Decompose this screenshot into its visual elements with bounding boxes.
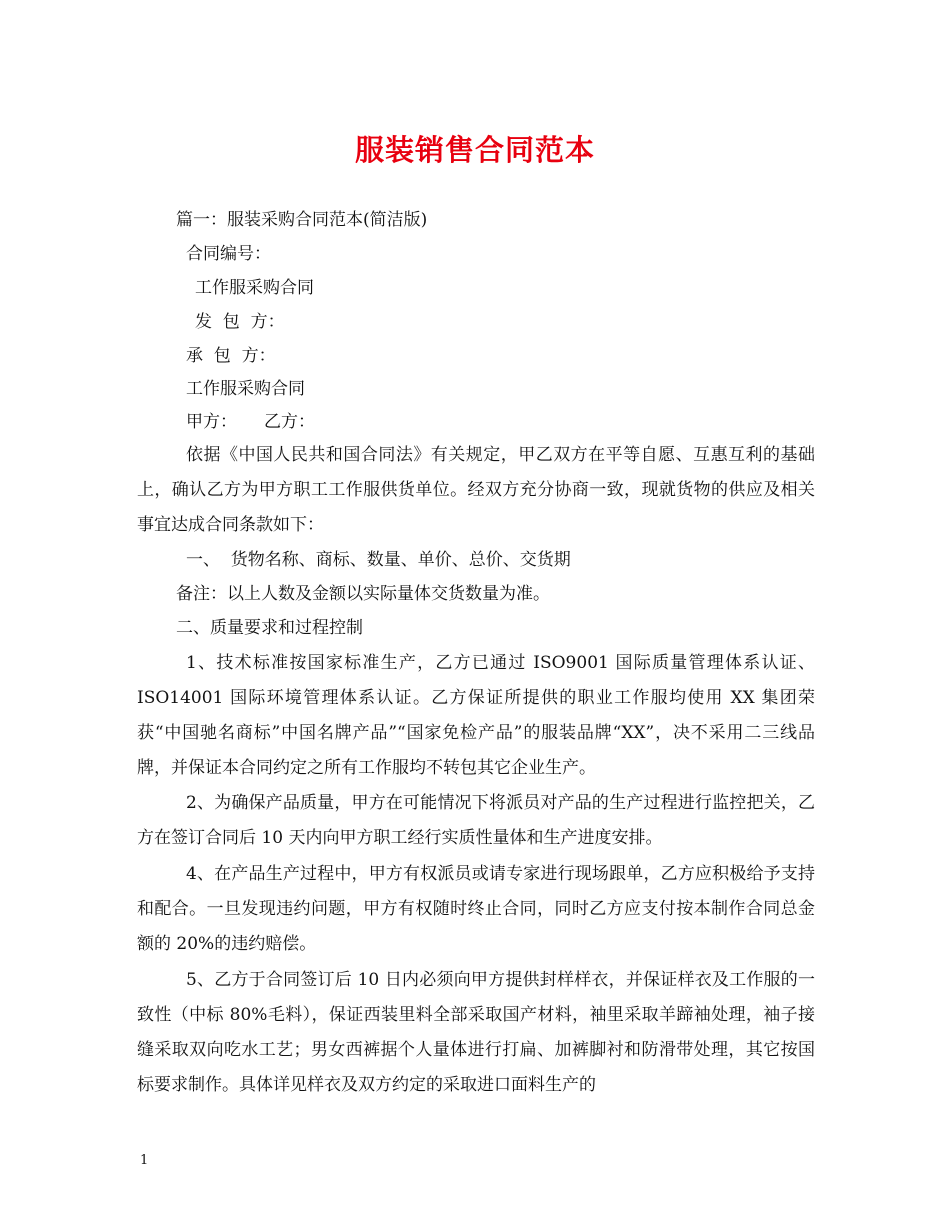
contract-name: 工作服采购合同 [195, 278, 314, 298]
note-text: 备注：以上人数及金额以实际量体交货数量为准。 [176, 584, 550, 604]
parties-label: 甲方： 乙方： [186, 412, 316, 432]
document-title: 服装销售合同范本 [354, 133, 595, 167]
contract-number-label: 合同编号： [186, 244, 271, 264]
clause-item-4: 4、在产品生产过程中，甲方有权派员或请专家进行现场跟单，乙方应积极给予支持和配合。一旦发现违约问题，甲方有权随时终止合同，同时乙方应支付按本制作合同总金额的 20%的违约赔偿。 [137, 864, 815, 954]
issuer-label: 发 包 方： [195, 312, 285, 332]
clause-heading-1: 一、 货物名称、商标、数量、单价、总价、交货期 [186, 550, 571, 570]
clause-item-2: 2、为确保产品质量，甲方在可能情况下将派员对产品的生产过程进行监控把关，乙方在签订合同后 10 天内向甲方职工经行实质性量体和生产进度安排。 [137, 793, 815, 848]
clause-item-5: 5、乙方于合同签订后 10 日内必须向甲方提供封样样衣，并保证样衣及工作服的一致性（中标 80%毛料），保证西装里料全部采取国产材料，袖里采取羊蹄袖处理，袖子接缝采取双向吃水工艺；男女西裤据个人量体进行打扁、加裤脚衬和防滑带处理，其它按国标要求制作。具体详见样衣及双方约定的采取进口面料生产的 [137, 970, 815, 1095]
section-heading: 篇一：服装采购合同范本(简洁版) [176, 210, 428, 230]
clause-item-1: 1、技术标准按国家标准生产，乙方已通过 ISO9001 国际质量管理体系认证、 ISO14001 国际环境管理体系认证。乙方保证所提供的职业工作服均使用 XX 集团荣获“中国驰名商标”中国名牌产品”“国家免检产品”的服装品牌“XX”，决不采用二三线品牌，并保证本合同约定之所有工作服均不转包其它企业生产。 [137, 653, 815, 778]
contract-name-2: 工作服采购合同 [186, 379, 305, 399]
clause-heading-2: 二、质量要求和过程控制 [176, 618, 363, 638]
intro-paragraph: 依据《中国人民共和国合同法》有关规定，甲乙双方在平等自愿、互惠互利的基础上，确认乙方为甲方职工工作服供货单位。经双方充分协商一致，现就货物的供应及相关事宜达成合同条款如下： [137, 445, 815, 535]
page-number: 1 [140, 1153, 149, 1168]
contractor-label: 承 包 方： [186, 346, 276, 366]
